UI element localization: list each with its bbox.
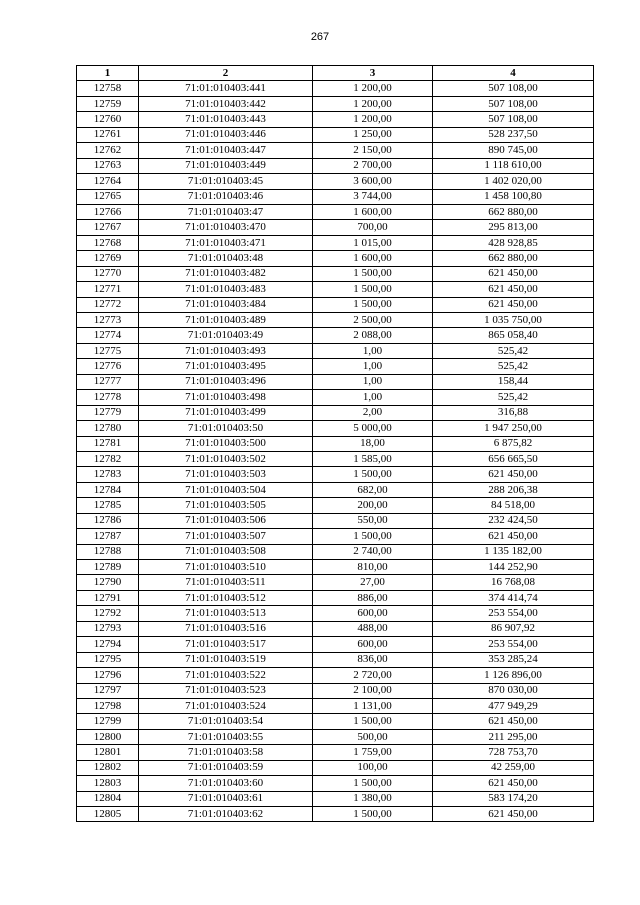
table-row xyxy=(77,343,594,358)
area-cell: 1 585,00 xyxy=(313,451,433,466)
table-row xyxy=(77,807,594,822)
row-number-cell: 12777 xyxy=(77,374,139,389)
cadastral-value-cell: 232 424,50 xyxy=(433,513,594,528)
row-number-cell: 12763 xyxy=(77,158,139,173)
cadastral-value-cell: 316,88 xyxy=(433,405,594,420)
row-number-cell: 12774 xyxy=(77,328,139,343)
table-body xyxy=(77,81,594,822)
cadastral-value-cell: 42 259,00 xyxy=(433,760,594,775)
table-row xyxy=(77,204,594,219)
table-row xyxy=(77,421,594,436)
cadastral-number-cell: 71:01:010403:59 xyxy=(139,760,313,775)
row-number-cell: 12762 xyxy=(77,143,139,158)
cadastral-value-cell: 1 947 250,00 xyxy=(433,421,594,436)
cadastral-value-cell: 253 554,00 xyxy=(433,606,594,621)
table-row xyxy=(77,266,594,281)
table-row xyxy=(77,189,594,204)
row-number-cell: 12768 xyxy=(77,235,139,250)
table-row xyxy=(77,714,594,729)
cadastral-number-cell: 71:01:010403:50 xyxy=(139,421,313,436)
table-row xyxy=(77,791,594,806)
table-row xyxy=(77,313,594,328)
row-number-cell: 12798 xyxy=(77,698,139,713)
row-number-cell: 12764 xyxy=(77,174,139,189)
area-cell: 3 744,00 xyxy=(313,189,433,204)
row-number-cell: 12770 xyxy=(77,266,139,281)
cadastral-value-cell: 621 450,00 xyxy=(433,807,594,822)
cadastral-value-cell: 621 450,00 xyxy=(433,297,594,312)
row-number-cell: 12765 xyxy=(77,189,139,204)
cadastral-number-cell: 71:01:010403:498 xyxy=(139,390,313,405)
cadastral-number-cell: 71:01:010403:447 xyxy=(139,143,313,158)
cadastral-value-cell: 16 768,08 xyxy=(433,575,594,590)
area-cell: 5 000,00 xyxy=(313,421,433,436)
cadastral-number-cell: 71:01:010403:60 xyxy=(139,776,313,791)
area-cell: 1 131,00 xyxy=(313,698,433,713)
cadastral-number-cell: 71:01:010403:517 xyxy=(139,637,313,652)
table-header-row xyxy=(77,66,594,81)
row-number-cell: 12797 xyxy=(77,683,139,698)
table-row xyxy=(77,328,594,343)
row-number-cell: 12766 xyxy=(77,204,139,219)
area-cell: 2 740,00 xyxy=(313,544,433,559)
row-number-cell: 12771 xyxy=(77,282,139,297)
cadastral-value-cell: 662 880,00 xyxy=(433,251,594,266)
cadastral-number-cell: 71:01:010403:443 xyxy=(139,112,313,127)
row-number-cell: 12802 xyxy=(77,760,139,775)
cadastral-number-cell: 71:01:010403:55 xyxy=(139,729,313,744)
cadastral-value-cell: 662 880,00 xyxy=(433,204,594,219)
cadastral-value-cell: 890 745,00 xyxy=(433,143,594,158)
area-cell: 1 380,00 xyxy=(313,791,433,806)
area-cell: 200,00 xyxy=(313,498,433,513)
cadastral-number-cell: 71:01:010403:505 xyxy=(139,498,313,513)
table-row xyxy=(77,297,594,312)
table-row xyxy=(77,235,594,250)
cadastral-value-cell: 353 285,24 xyxy=(433,652,594,667)
cadastral-number-cell: 71:01:010403:519 xyxy=(139,652,313,667)
area-cell: 1 015,00 xyxy=(313,235,433,250)
area-cell: 1 200,00 xyxy=(313,112,433,127)
cadastral-number-cell: 71:01:010403:58 xyxy=(139,745,313,760)
area-cell: 886,00 xyxy=(313,590,433,605)
table-row xyxy=(77,251,594,266)
cadastral-number-cell: 71:01:010403:524 xyxy=(139,698,313,713)
area-cell: 2 720,00 xyxy=(313,668,433,683)
table-row xyxy=(77,482,594,497)
table-row xyxy=(77,282,594,297)
cadastral-number-cell: 71:01:010403:470 xyxy=(139,220,313,235)
table-row xyxy=(77,760,594,775)
area-cell: 1 500,00 xyxy=(313,282,433,297)
cadastral-value-cell: 288 206,38 xyxy=(433,482,594,497)
area-cell: 27,00 xyxy=(313,575,433,590)
table-row xyxy=(77,606,594,621)
area-cell: 1 500,00 xyxy=(313,807,433,822)
table-row xyxy=(77,112,594,127)
row-number-cell: 12769 xyxy=(77,251,139,266)
row-number-cell: 12792 xyxy=(77,606,139,621)
area-cell: 1 200,00 xyxy=(313,96,433,111)
table-row xyxy=(77,668,594,683)
row-number-cell: 12767 xyxy=(77,220,139,235)
area-cell: 550,00 xyxy=(313,513,433,528)
table-row xyxy=(77,96,594,111)
row-number-cell: 12805 xyxy=(77,807,139,822)
table-row xyxy=(77,544,594,559)
row-number-cell: 12791 xyxy=(77,590,139,605)
table-row xyxy=(77,729,594,744)
area-cell: 682,00 xyxy=(313,482,433,497)
cadastral-value-cell: 583 174,20 xyxy=(433,791,594,806)
row-number-cell: 12772 xyxy=(77,297,139,312)
cadastral-value-cell: 507 108,00 xyxy=(433,112,594,127)
area-cell: 3 600,00 xyxy=(313,174,433,189)
cadastral-number-cell: 71:01:010403:483 xyxy=(139,282,313,297)
row-number-cell: 12793 xyxy=(77,621,139,636)
cadastral-value-cell: 1 126 896,00 xyxy=(433,668,594,683)
area-cell: 18,00 xyxy=(313,436,433,451)
cadastral-value-cell: 525,42 xyxy=(433,390,594,405)
cadastral-number-cell: 71:01:010403:489 xyxy=(139,313,313,328)
area-cell: 2,00 xyxy=(313,405,433,420)
area-cell: 100,00 xyxy=(313,760,433,775)
cadastral-value-cell: 1 402 020,00 xyxy=(433,174,594,189)
cadastral-number-cell: 71:01:010403:511 xyxy=(139,575,313,590)
cadastral-number-cell: 71:01:010403:495 xyxy=(139,359,313,374)
cadastral-number-cell: 71:01:010403:496 xyxy=(139,374,313,389)
table-row xyxy=(77,359,594,374)
area-cell: 1 500,00 xyxy=(313,266,433,281)
table-row xyxy=(77,745,594,760)
cadastral-value-table xyxy=(76,65,594,822)
cadastral-number-cell: 71:01:010403:513 xyxy=(139,606,313,621)
table-row xyxy=(77,560,594,575)
area-cell: 836,00 xyxy=(313,652,433,667)
cadastral-value-cell: 621 450,00 xyxy=(433,776,594,791)
area-cell: 1 500,00 xyxy=(313,714,433,729)
table-row xyxy=(77,621,594,636)
row-number-cell: 12801 xyxy=(77,745,139,760)
cadastral-value-cell: 158,44 xyxy=(433,374,594,389)
column-header-3: 3 xyxy=(313,66,433,81)
row-number-cell: 12795 xyxy=(77,652,139,667)
cadastral-value-cell: 253 554,00 xyxy=(433,637,594,652)
table-row xyxy=(77,683,594,698)
cadastral-number-cell: 71:01:010403:507 xyxy=(139,529,313,544)
area-cell: 488,00 xyxy=(313,621,433,636)
cadastral-value-cell: 1 035 750,00 xyxy=(433,313,594,328)
row-number-cell: 12790 xyxy=(77,575,139,590)
cadastral-number-cell: 71:01:010403:523 xyxy=(139,683,313,698)
table-row xyxy=(77,451,594,466)
area-cell: 1 600,00 xyxy=(313,251,433,266)
cadastral-number-cell: 71:01:010403:512 xyxy=(139,590,313,605)
row-number-cell: 12794 xyxy=(77,637,139,652)
table-row xyxy=(77,220,594,235)
area-cell: 1 500,00 xyxy=(313,776,433,791)
area-cell: 600,00 xyxy=(313,606,433,621)
column-header-4: 4 xyxy=(433,66,594,81)
cadastral-number-cell: 71:01:010403:522 xyxy=(139,668,313,683)
table-row xyxy=(77,374,594,389)
row-number-cell: 12773 xyxy=(77,313,139,328)
cadastral-value-cell: 621 450,00 xyxy=(433,714,594,729)
row-number-cell: 12787 xyxy=(77,529,139,544)
cadastral-number-cell: 71:01:010403:502 xyxy=(139,451,313,466)
cadastral-number-cell: 71:01:010403:503 xyxy=(139,467,313,482)
row-number-cell: 12803 xyxy=(77,776,139,791)
row-number-cell: 12775 xyxy=(77,343,139,358)
table-row xyxy=(77,498,594,513)
cadastral-value-cell: 865 058,40 xyxy=(433,328,594,343)
row-number-cell: 12799 xyxy=(77,714,139,729)
area-cell: 1,00 xyxy=(313,343,433,358)
area-cell: 1,00 xyxy=(313,359,433,374)
row-number-cell: 12782 xyxy=(77,451,139,466)
area-cell: 1 200,00 xyxy=(313,81,433,96)
table-row xyxy=(77,143,594,158)
row-number-cell: 12789 xyxy=(77,560,139,575)
area-cell: 700,00 xyxy=(313,220,433,235)
cadastral-number-cell: 71:01:010403:471 xyxy=(139,235,313,250)
cadastral-value-cell: 507 108,00 xyxy=(433,81,594,96)
row-number-cell: 12785 xyxy=(77,498,139,513)
row-number-cell: 12781 xyxy=(77,436,139,451)
table-row xyxy=(77,776,594,791)
cadastral-number-cell: 71:01:010403:446 xyxy=(139,127,313,142)
row-number-cell: 12788 xyxy=(77,544,139,559)
area-cell: 1,00 xyxy=(313,374,433,389)
table-row xyxy=(77,390,594,405)
table-row xyxy=(77,529,594,544)
row-number-cell: 12784 xyxy=(77,482,139,497)
area-cell: 1,00 xyxy=(313,390,433,405)
cadastral-number-cell: 71:01:010403:484 xyxy=(139,297,313,312)
row-number-cell: 12780 xyxy=(77,421,139,436)
row-number-cell: 12759 xyxy=(77,96,139,111)
row-number-cell: 12758 xyxy=(77,81,139,96)
table-row xyxy=(77,467,594,482)
table-row xyxy=(77,575,594,590)
row-number-cell: 12786 xyxy=(77,513,139,528)
row-number-cell: 12796 xyxy=(77,668,139,683)
cadastral-number-cell: 71:01:010403:510 xyxy=(139,560,313,575)
cadastral-value-cell: 525,42 xyxy=(433,359,594,374)
table-row xyxy=(77,174,594,189)
cadastral-number-cell: 71:01:010403:500 xyxy=(139,436,313,451)
cadastral-value-cell: 870 030,00 xyxy=(433,683,594,698)
cadastral-value-cell: 477 949,29 xyxy=(433,698,594,713)
cadastral-number-cell: 71:01:010403:506 xyxy=(139,513,313,528)
area-cell: 2 088,00 xyxy=(313,328,433,343)
cadastral-number-cell: 71:01:010403:61 xyxy=(139,791,313,806)
row-number-cell: 12804 xyxy=(77,791,139,806)
cadastral-number-cell: 71:01:010403:493 xyxy=(139,343,313,358)
cadastral-value-cell: 1 118 610,00 xyxy=(433,158,594,173)
cadastral-number-cell: 71:01:010403:62 xyxy=(139,807,313,822)
table-row xyxy=(77,637,594,652)
table-row xyxy=(77,513,594,528)
cadastral-number-cell: 71:01:010403:516 xyxy=(139,621,313,636)
cadastral-value-cell: 621 450,00 xyxy=(433,467,594,482)
column-header-2: 2 xyxy=(139,66,313,81)
column-header-1: 1 xyxy=(77,66,139,81)
cadastral-value-cell: 528 237,50 xyxy=(433,127,594,142)
cadastral-number-cell: 71:01:010403:49 xyxy=(139,328,313,343)
table-row xyxy=(77,436,594,451)
cadastral-value-cell: 656 665,50 xyxy=(433,451,594,466)
area-cell: 1 759,00 xyxy=(313,745,433,760)
cadastral-value-cell: 86 907,92 xyxy=(433,621,594,636)
area-cell: 2 100,00 xyxy=(313,683,433,698)
row-number-cell: 12761 xyxy=(77,127,139,142)
cadastral-number-cell: 71:01:010403:48 xyxy=(139,251,313,266)
area-cell: 2 150,00 xyxy=(313,143,433,158)
cadastral-value-cell: 507 108,00 xyxy=(433,96,594,111)
row-number-cell: 12800 xyxy=(77,729,139,744)
area-cell: 1 500,00 xyxy=(313,297,433,312)
cadastral-number-cell: 71:01:010403:441 xyxy=(139,81,313,96)
cadastral-value-cell: 1 458 100,80 xyxy=(433,189,594,204)
cadastral-value-cell: 211 295,00 xyxy=(433,729,594,744)
cadastral-number-cell: 71:01:010403:442 xyxy=(139,96,313,111)
cadastral-value-cell: 621 450,00 xyxy=(433,529,594,544)
cadastral-number-cell: 71:01:010403:54 xyxy=(139,714,313,729)
table-row xyxy=(77,698,594,713)
cadastral-value-cell: 84 518,00 xyxy=(433,498,594,513)
cadastral-value-cell: 295 813,00 xyxy=(433,220,594,235)
area-cell: 1 500,00 xyxy=(313,467,433,482)
cadastral-value-cell: 525,42 xyxy=(433,343,594,358)
area-cell: 2 700,00 xyxy=(313,158,433,173)
area-cell: 500,00 xyxy=(313,729,433,744)
cadastral-value-cell: 621 450,00 xyxy=(433,282,594,297)
cadastral-number-cell: 71:01:010403:46 xyxy=(139,189,313,204)
row-number-cell: 12783 xyxy=(77,467,139,482)
table-row xyxy=(77,590,594,605)
cadastral-number-cell: 71:01:010403:508 xyxy=(139,544,313,559)
cadastral-value-cell: 1 135 182,00 xyxy=(433,544,594,559)
table-row xyxy=(77,127,594,142)
page-number: 267 xyxy=(310,31,330,43)
cadastral-number-cell: 71:01:010403:504 xyxy=(139,482,313,497)
cadastral-number-cell: 71:01:010403:482 xyxy=(139,266,313,281)
table-row xyxy=(77,652,594,667)
area-cell: 810,00 xyxy=(313,560,433,575)
cadastral-number-cell: 71:01:010403:47 xyxy=(139,204,313,219)
area-cell: 600,00 xyxy=(313,637,433,652)
cadastral-number-cell: 71:01:010403:45 xyxy=(139,174,313,189)
area-cell: 1 600,00 xyxy=(313,204,433,219)
cadastral-number-cell: 71:01:010403:449 xyxy=(139,158,313,173)
area-cell: 1 250,00 xyxy=(313,127,433,142)
cadastral-value-cell: 728 753,70 xyxy=(433,745,594,760)
cadastral-value-cell: 621 450,00 xyxy=(433,266,594,281)
area-cell: 2 500,00 xyxy=(313,313,433,328)
cadastral-number-cell: 71:01:010403:499 xyxy=(139,405,313,420)
table-row xyxy=(77,158,594,173)
cadastral-value-cell: 144 252,90 xyxy=(433,560,594,575)
row-number-cell: 12760 xyxy=(77,112,139,127)
cadastral-value-cell: 6 875,82 xyxy=(433,436,594,451)
row-number-cell: 12776 xyxy=(77,359,139,374)
row-number-cell: 12778 xyxy=(77,390,139,405)
row-number-cell: 12779 xyxy=(77,405,139,420)
table-row xyxy=(77,405,594,420)
area-cell: 1 500,00 xyxy=(313,529,433,544)
table-row xyxy=(77,81,594,96)
cadastral-value-cell: 428 928,85 xyxy=(433,235,594,250)
cadastral-value-cell: 374 414,74 xyxy=(433,590,594,605)
